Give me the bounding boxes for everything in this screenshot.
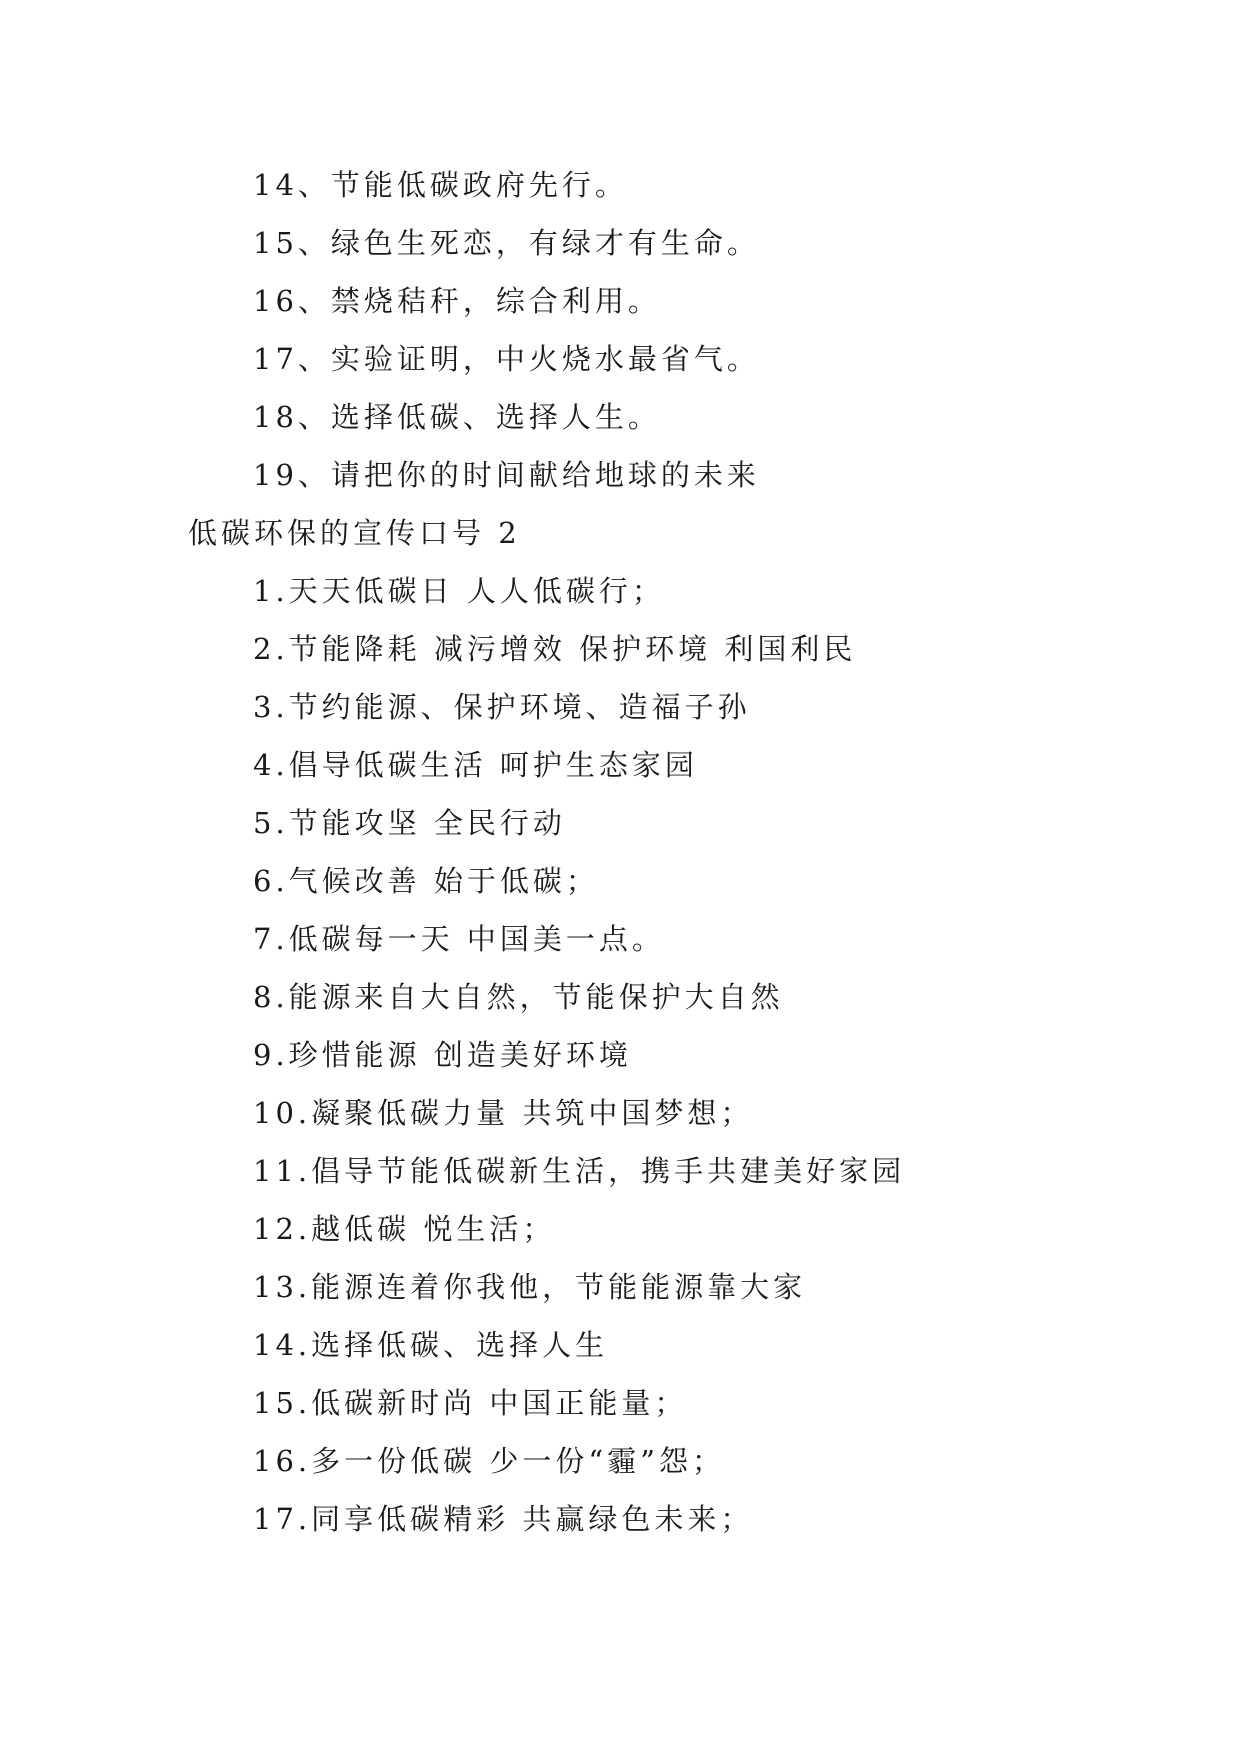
slogan-item-13: 13.能源连着你我他，节能能源靠大家 (253, 1270, 807, 1304)
slogan-item-1: 1.天天低碳日 人人低碳行； (253, 574, 665, 608)
slogan-item-7: 7.低碳每一天 中国美一点。 (253, 922, 665, 956)
section-heading: 低碳环保的宣传口号 2 (188, 516, 521, 550)
slogan-item-6: 6.气候改善 始于低碳； (253, 864, 599, 898)
slogan-15: 15、绿色生死恋，有绿才有生命。 (253, 226, 760, 260)
slogan-item-5: 5.节能攻坚 全民行动 (253, 806, 566, 840)
slogan-item-16: 16.多一份低碳 少一份“霾”怨； (253, 1444, 725, 1478)
slogan-item-9: 9.珍惜能源 创造美好环境 (253, 1038, 632, 1072)
slogan-17: 17、实验证明，中火烧水最省气。 (253, 342, 760, 376)
slogan-item-4: 4.倡导低碳生活 呵护生态家园 (253, 748, 698, 782)
slogan-item-14: 14.选择低碳、选择人生 (253, 1328, 609, 1362)
slogan-item-10: 10.凝聚低碳力量 共筑中国梦想； (253, 1096, 754, 1130)
slogan-16: 16、禁烧秸秆，综合利用。 (253, 284, 661, 318)
slogan-item-3: 3.节约能源、保护环境、造福子孙 (253, 690, 751, 724)
slogan-14: 14、节能低碳政府先行。 (253, 168, 628, 202)
slogan-item-12: 12.越低碳 悦生活； (253, 1212, 556, 1246)
slogan-item-17: 17.同享低碳精彩 共赢绿色未来； (253, 1502, 754, 1536)
slogan-item-2: 2.节能降耗 减污增效 保护环境 利国利民 (253, 632, 857, 666)
slogan-18: 18、选择低碳、选择人生。 (253, 400, 661, 434)
slogan-19: 19、请把你的时间献给地球的未来 (253, 458, 760, 492)
slogan-item-15: 15.低碳新时尚 中国正能量； (253, 1386, 688, 1420)
slogan-item-11: 11.倡导节能低碳新生活，携手共建美好家园 (253, 1154, 906, 1188)
slogan-item-8: 8.能源来自大自然，节能保护大自然 (253, 980, 784, 1014)
